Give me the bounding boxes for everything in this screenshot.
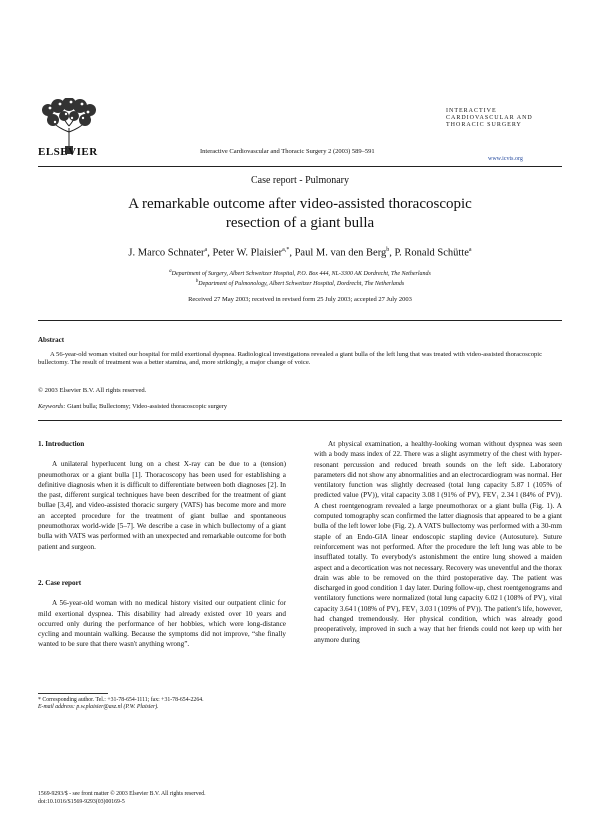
front-matter [38, 791, 206, 807]
author-sup: a,* [282, 247, 290, 253]
affiliation-sup: a [169, 269, 172, 274]
author-sup: b [386, 247, 390, 253]
keywords-text: Giant bulla; Bullectomy; Video-assisted thoracoscopic surgery [67, 403, 228, 410]
affiliation [0, 279, 600, 287]
author-name: Peter W. Plaisier [212, 247, 283, 259]
header-divider [38, 166, 562, 167]
affiliation-sup: b [195, 279, 199, 284]
introduction-heading: 1. Introduction [38, 440, 85, 448]
doi-line: doi:10.1016/S1569-9293(03)00169-5 [38, 798, 125, 805]
author-name: Paul M. van den Berg [294, 247, 387, 259]
right-column [314, 439, 562, 645]
author-sup: a [468, 247, 472, 253]
journal-logo-line: CARDIOVASCULAR AND [446, 115, 533, 121]
author-name: P. Ronald Schütte [394, 247, 469, 259]
journal-logo-line: THORACIC SURGERY [446, 122, 522, 128]
affiliation-text: Department of Surgery, Albert Schweitzer Hospital, P.O. Box 444, NL-3300 AK Dordrecht, The Netherlands [171, 271, 431, 277]
title-line: A remarkable outcome after video-assisted thoracoscopic [128, 196, 472, 212]
case-report-continued-paragraph: At physical examination, a healthy-looking woman without dyspnea was seen with a body mass index of 22. There was a slight asymmetry of the chest with hyper-resonant percussion and reduced breath sounds on the left side. Laboratory parameters did not show any abnormalities and an electrocardiogram was normal. Her ventilatory function was slightly decreased (total lung capacity 5.87 l (105% of predicted value (PV)), vital capacity 3.08 l (91% of PV), FEV₁ 2.34 l (84% of PV)). A chest roentgenogram revealed a large pneumothorax or a giant bulla (Fig. 1). A computed tomography scan confirmed the latter diagnosis that appeared to be a giant bulla of the left lower lobe (Fig. 2). A VATS bullectomy was performed with a 30-mm staple of an Endo-GIA linear endoscopic stapling device (Autosuture). Suture reinforcement was not performed. After the procedure the left lung was able to be insufflated totally. To everybody's astonishment the entire lung showed a maiden aspect and a decortication was not necessary. Recovery was uneventful and the thorax drain was able to be removed on the third postoperative day. The patient was discharged in good condition 1 day later. During follow-up, chest roentgenograms and ventilatory functions were normalized (total lung capacity 6.02 l (108% of PV), vital capacity 3.64 l (108% of PV), FEV₁ 3.03 l (109% of PV)). The patient's life, however, had changed tremendously. Her physical condition, which was already good preoperatively, improved in such a way that her friends could not keep up with her anymore during [314, 440, 562, 644]
section-type: Case report - Pulmonary [250, 175, 350, 186]
abstract-top-divider [38, 320, 562, 321]
author-name: J. Marco Schnater [128, 247, 205, 259]
affiliation-text: Department of Pulmonology, Albert Schweitzer Hospital, Dordrecht, The Netherlands [198, 281, 405, 287]
abstract-body: A 56-year-old woman visited our hospital for mild exertional dyspnea. Radiological investigations revealed a giant bulla of the left lung that was treated with video-assisted thoracoscopic bullectomy. The result of treatment was a better stamina, and, more strikingly, a major change of voice. [38, 351, 543, 367]
publisher-name: ELSEVIER [38, 146, 98, 158]
title-line: resection of a giant bulla [225, 215, 375, 231]
case-report-heading: 2. Case report [38, 578, 82, 587]
keywords-label: Keywords: [38, 403, 66, 410]
abstract-copyright: © 2003 Elsevier B.V. All rights reserved. [38, 387, 147, 394]
abstract-heading: Abstract [38, 336, 65, 344]
abstract-bottom-divider [38, 420, 562, 421]
issn-line: 1569-9293/$ - see front matter © 2003 Elsevier B.V. All rights reserved. [38, 791, 206, 797]
footnote-divider [38, 693, 108, 694]
case-report-paragraph: A 56-year-old woman with no medical history visited our outpatient clinic for mild exertional dyspnea. This disability had already existed over 10 years and occurred only during the performance of her hobbies, which were long-distance cycling and mountain walking. Because the symptoms did not improve, “she finally wanted to be sure that there wasn't anything wrong”. [38, 599, 286, 649]
journal-citation: Interactive Cardiovascular and Thoracic Surgery 2 (2003) 589–591 [200, 148, 375, 155]
affiliation [0, 269, 600, 277]
author-sup: a [204, 247, 208, 253]
journal-logo [446, 108, 533, 129]
footnote-line: * Corresponding author. Tel.: +31-78-654-1111; fax: +31-78-654-2264. [38, 697, 204, 703]
footnote-email-line: E-mail address: p.w.plaisier@asz.nl (P.W. Plaisier). [38, 704, 159, 711]
received-dates: Received 27 May 2003; received in revised form 25 July 2003; accepted 27 July 2003 [188, 296, 412, 303]
article-title [0, 195, 600, 233]
left-column [38, 439, 286, 650]
introduction-paragraph: A unilateral hyperlucent lung on a chest X-ray can be due to a (tension) pneumothorax or a giant bulla [1]. Thoracoscopy has been used for establishing a definitive diagnosis when it is difficult to differentiate between both diagnoses [2]. In the past, different surgical techniques have been described for the treatment of giant bullae [3,4], and video-assisted thoracic surgery (VATS) has become more and more an accepted procedure for the treatment of giant bullae and spontaneous pneumothorax world-wide [5–7]. We describe a case in which bullectomy of a giant bulla with VATS was performed with an unexpected and remarkable outcome for both patient and surgeon. [38, 460, 286, 551]
journal-website-link[interactable]: www.icvts.org [488, 156, 523, 162]
keywords [38, 403, 227, 410]
corresponding-author-footnote [38, 697, 204, 711]
journal-logo-line: INTERACTIVE [446, 108, 497, 114]
author-list: J. Marco Schnater$^a$, Peter W. Plaisier$^{a,*}$, Paul M. van den Berg$^b$, P. Ronald Schütte$^a$ [128, 247, 472, 259]
